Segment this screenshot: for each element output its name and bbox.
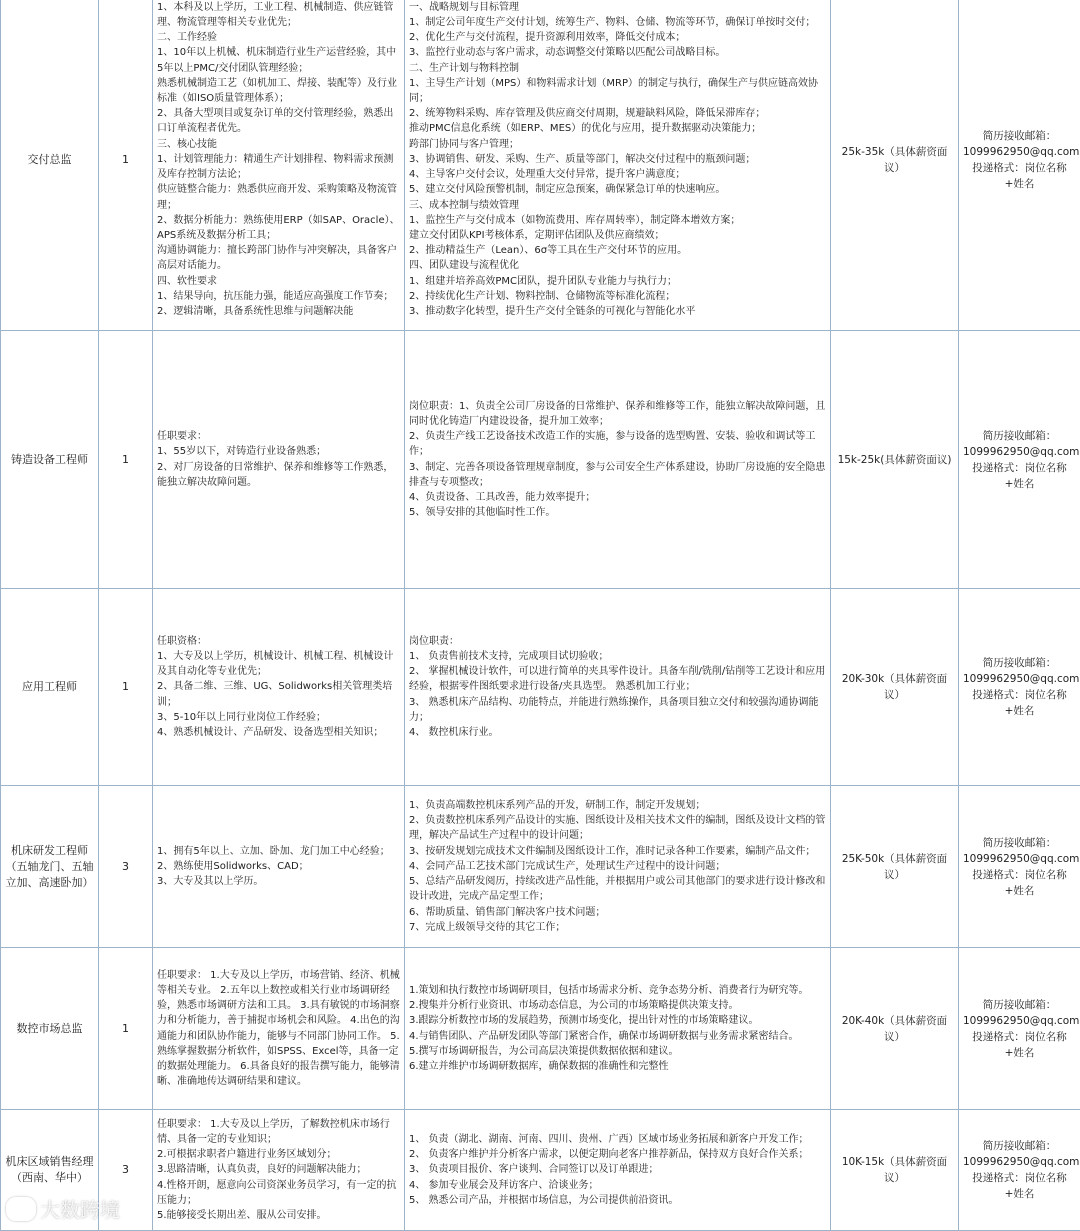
headcount: 1 bbox=[99, 331, 153, 589]
job-duties: 岗位职责：1、负责全公司厂房设备的日常维护、保养和维修等工作，能独立解决故障问题，且同时优化铸造厂内建设设备，提升加工效率； 2、负责生产线工艺设备技术改造工作的实施，参与设备的选型购置、安装、验收和调试等工作； 3、制定、完善各项设备管理规章制度，参与公司安全生产体系建设，协助厂房设施的安全隐患排查与专项整改； 4、负责设备、工具改善，能力效率提升； 5、领导安排的其他临时性工作。 bbox=[405, 331, 831, 589]
job-title: 数控市场总监 bbox=[1, 948, 99, 1110]
job-duties: 一、战略规划与目标管理 1、制定公司年度生产交付计划，统筹生产、物料、仓储、物流等环节，确保订单按时交付； 2、优化生产与交付流程，提升资源利用效率，降低交付成本； 3、监控行业动态与客户需求，动态调整交付策略以匹配公司战略目标。 二、生产计划与物料控制 1、主导生产计划（MPS）和物料需求计划（MRP）的制定与执行，确保生产与供应链高效协同； 2、统筹物料采购、库存管理及供应商交付周期，规避缺料风险，降低呆滞库存； 推动PMC信息化系统（如ERP、MES）的优化与应用，提升数据驱动决策能力； 跨部门协同与客户管理； 3、协调销售、研发、采购、生产、质量等部门，解决交付过程中的瓶颈问题； 4、主导客户交付会议，处理重大交付异常，提升客户满意度； 5、建立交付风险预警机制，制定应急预案，确保紧急订单的快速响应。 三、成本控制与绩效管理 1、监控生产与交付成本（如物流费用、库存周转率），制定降本增效方案； 建立交付团队KPI考核体系，定期评估团队及供应商绩效； 2、推动精益生产（Lean）、6σ等工具在生产交付环节的应用。 四、团队建设与流程优化 1、组建并培养高效PMC团队，提升团队专业能力与执行力； 2、持续优化生产计划、物料控制、仓储物流等标准化流程； 3、推动数字化转型，提升生产交付全链条的可视化与智能化水平 bbox=[405, 0, 831, 331]
job-row bbox=[1, 786, 1080, 948]
salary-range: 10K-15k（具体薪资面议） bbox=[831, 1110, 959, 1231]
application-contact: 简历接收邮箱： 1099962950@qq.com 投递格式：岗位名称+姓名 bbox=[959, 589, 1080, 786]
application-contact: 简历接收邮箱： 1099962950@qq.com 投递格式：岗位名称+姓名 bbox=[959, 786, 1080, 948]
job-row bbox=[1, 948, 1080, 1110]
job-title: 铸造设备工程师 bbox=[1, 331, 99, 589]
job-title: 交付总监 bbox=[1, 0, 99, 331]
watermark-text: 大数跨境 bbox=[40, 1194, 120, 1223]
job-title: 应用工程师 bbox=[1, 589, 99, 786]
job-requirements: 任职资格： 1、大专及以上学历，机械设计、机械工程、机械设计及其自动化等专业优先； 2、具备二维、三维、UG、Solidworks相关管理类培训； 3、5-10年以上同行业岗位工作经验； 4、熟悉机械设计、产品研发、设备选型相关知识； bbox=[153, 589, 405, 786]
job-requirements: 1、本科及以上学历，工业工程、机械制造、供应链管理、物流管理等相关专业优先； 二、工作经验 1、10年以上机械、机床制造行业生产运营经验，其中5年以上PMC/交付团队管理经验； 熟悉机械制造工艺（如机加工、焊接、装配等）及行业标准（如ISO质量管理体系）； 2、具备大型项目或复杂订单的交付管理经验，熟悉出口订单流程者优先。 三、核心技能 1、计划管理能力：精通生产计划排程、物料需求预测及库存控制方法论； 供应链整合能力：熟悉供应商开发、采购策略及物流管理； 2、数据分析能力：熟练使用ERP（如SAP、Oracle）、APS系统及数据分析工具； 沟通协调能力：擅长跨部门协作与冲突解决，具备客户高层对话能力。 四、软性要求 1、结果导向，抗压能力强，能适应高强度工作节奏； 2、逻辑清晰，具备系统性思维与问题解决能 bbox=[153, 0, 405, 331]
application-contact: 简历接收邮箱： 1099962950@qq.com 投递格式：岗位名称+姓名 bbox=[959, 331, 1080, 589]
job-title: 机床区域销售经理（西南、华中） bbox=[1, 1110, 99, 1231]
job-duties: 1、负责高端数控机床系列产品的开发，研制工作，制定开发规划； 2、负责数控机床系列产品设计的实施、图纸设计及相关技术文件的编制，图纸及设计文档的管理，解决产品试生产过程中的设计问题； 3、按研发规划完成技术文件编制及图纸设计工作，准时记录各种工作要素，编制产品文件； 4、会同产品工艺技术部门完成试生产，处理试生产过程中的设计问题； 5、总结产品研发阅历，持续改进产品性能，并根据用户或公司其他部门的要求进行设计修改和设计改进，完成产品定型工作； 6、帮助质量、销售部门解决客户技术问题； 7、完成上级领导交待的其它工作； bbox=[405, 786, 831, 948]
job-requirements: 任职要求： 1.大专及以上学历，市场营销、经济、机械等相关专业。 2.五年以上数控或相关行业市场调研经验，熟悉市场调研方法和工具。 3.具有敏锐的市场洞察力和分析能力，善于捕捉市场机会和风险。 4.出色的沟通能力和团队协作能力，能够与不同部门协同工作。 5.熟练掌握数据分析软件，如SPSS、Excel等，具备一定的数据处理能力。 6.具备良好的报告撰写能力，能够清晰、准确地传达调研结果和建议。 bbox=[153, 948, 405, 1110]
headcount: 3 bbox=[99, 1110, 153, 1231]
job-row bbox=[1, 0, 1080, 331]
job-duties: 1.策划和执行数控市场调研项目，包括市场需求分析、竞争态势分析、消费者行为研究等。 2.搜集并分析行业资讯、市场动态信息，为公司的市场策略提供决策支持。 3.跟踪分析数控市场的发展趋势，预测市场变化，提出针对性的市场策略建议。 4.与销售团队、产品研发团队等部门紧密合作，确保市场调研数据与业务需求紧密结合。 5.撰写市场调研报告，为公司高层决策提供数据依据和建议。 6.建立并维护市场调研数据库，确保数据的准确性和完整性 bbox=[405, 948, 831, 1110]
headcount: 1 bbox=[99, 589, 153, 786]
application-contact: 简历接收邮箱： 1099962950@qq.com 投递格式：岗位名称+姓名 bbox=[959, 0, 1080, 331]
salary-range: 20K-40k（具体薪资面议） bbox=[831, 948, 959, 1110]
salary-range: 20K-30k（具体薪资面议） bbox=[831, 589, 959, 786]
headcount: 3 bbox=[99, 786, 153, 948]
headcount: 1 bbox=[99, 0, 153, 331]
job-row bbox=[1, 331, 1080, 589]
job-row bbox=[1, 589, 1080, 786]
job-duties: 岗位职责： 1、 负责售前技术支持，完成项目试切验收； 2、 掌握机械设计软件，可以进行简单的夹具零件设计。具备车削/铣削/钻削等工艺设计和应用经验，根据零件图纸要求进行设备/夹具选型。 熟悉机加工行业； 3、 熟悉机床产品结构、功能特点，并能进行熟练操作，具备项目独立交付和较强沟通协调能力； 4、 数控机床行业。 bbox=[405, 589, 831, 786]
job-title: 机床研发工程师（五轴龙门、五轴立加、高速卧加） bbox=[1, 786, 99, 948]
salary-range: 25K-50k（具体薪资面议） bbox=[831, 786, 959, 948]
headcount: 1 bbox=[99, 948, 153, 1110]
job-row bbox=[1, 1110, 1080, 1231]
application-contact: 简历接收邮箱： 1099962950@qq.com 投递格式：岗位名称+姓名 bbox=[959, 1110, 1080, 1231]
application-contact: 简历接收邮箱： 1099962950@qq.com 投递格式：岗位名称+姓名 bbox=[959, 948, 1080, 1110]
job-requirements: 1、拥有5年以上、立加、卧加、龙门加工中心经验； 2、熟练使用Solidworks、CAD； 3、大专及其以上学历。 bbox=[153, 786, 405, 948]
job-requirements: 任职要求： 1、55岁以下，对铸造行业设备熟悉； 2、对厂房设备的日常维护、保养和维修等工作熟悉，能独立解决故障问题。 bbox=[153, 331, 405, 589]
salary-range: 25k-35k（具体薪资面议） bbox=[831, 0, 959, 331]
job-duties: 1、 负责（湖北、湖南、河南、四川、贵州、广西）区域市场业务拓展和新客户开发工作； 2、 负责客户维护并分析客户需求，以便定期向老客户推荐新品，保持双方良好合作关系； 3、 负责项目报价、客户谈判、合同签订以及订单跟进； 4、 参加专业展会及拜访客户、洽谈业务； 5、 熟悉公司产品，并根据市场信息，为公司提供前沿资讯。 bbox=[405, 1110, 831, 1231]
salary-range: 15k-25k(具体薪资面议) bbox=[831, 331, 959, 589]
job-requirements: 任职要求： 1.大专及以上学历，了解数控机床市场行情、具备一定的专业知识； 2.可根据求职者户籍进行业务区域划分； 3.思路清晰，认真负责，良好的问题解决能力； 4.性格开朗，愿意向公司资深业务员学习，有一定的抗压能力； 5.能够接受长期出差、服从公司安排。 bbox=[153, 1110, 405, 1231]
